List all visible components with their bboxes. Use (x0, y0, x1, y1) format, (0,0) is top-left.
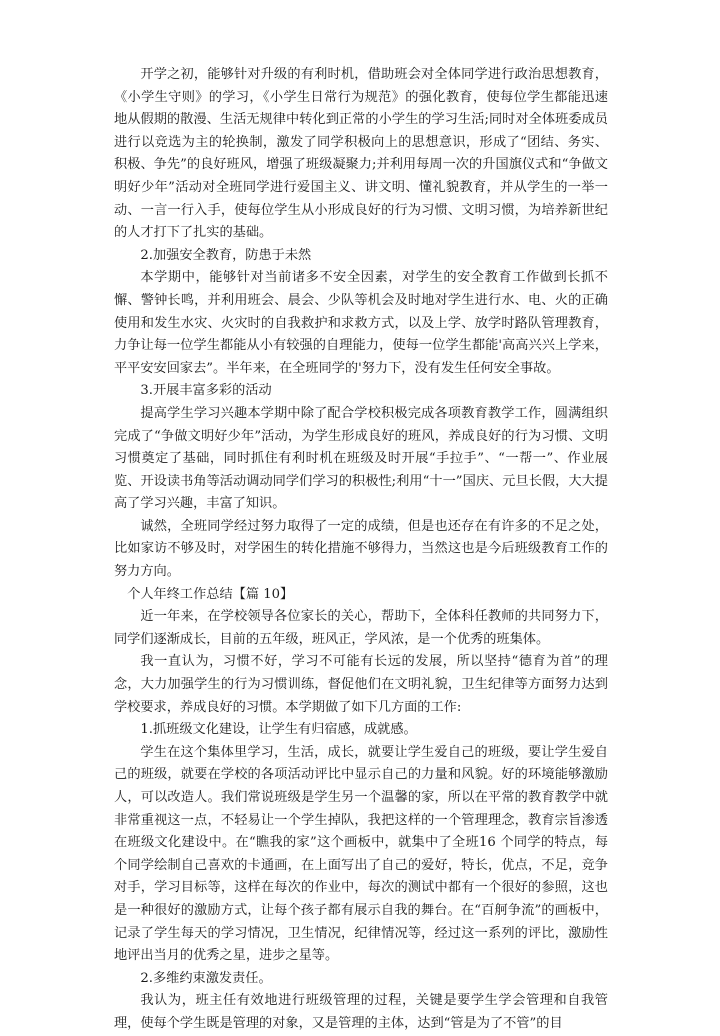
section-heading: 2.多维约束激发责任。 (140, 970, 272, 986)
article-title: 个人年终工作总结【篇 10】 (127, 586, 294, 602)
paragraph: 诚然，全班同学经过努力取得了一定的成绩，但是也还存在有许多的不足之处，比如家访不够及时，对学困生的转化措施不够得力，当然这也是今后班级教育工作的努力方向。 (114, 518, 608, 580)
section-heading: 3.开展丰富多彩的活动 (140, 383, 272, 399)
paragraph: 学生在这个集体里学习，生活，成长，就要让学生爱自己的班级，要让学生爱自己的班级，就要在学校的各项活动评比中显示自己的力量和风貌。好的环境能够激励人，可以改造人。我们常说班级是学生另一个温馨的家，所以在平常的教育教学中就非常重视这一点，不轻易让一个学生掉队，我把这样的一个管理理念，教育宗旨渗透在班级文化建设中。在“瞧我的家”这个画板中，就集中了全班16 个同学的特点，每个同学绘制自己喜欢的卡通画，在上面写出了自己的爱好，特长，优点，不足，竞争对手，学习目标等，这样在每次的作业中，每次的测试中都有一个很好的参照，这也是一种很好的激励方式，让每个孩子都有展示自我的舞台。在“百舸争流”的画板中，记录了学生每天的学习情况，卫生情况，纪律情况等，经过这一系列的评比，激励性地评出当月的优秀之星，进步之星等。 (114, 744, 608, 964)
paragraph: 近一年来，在学校领导各位家长的关心，帮助下，全体科任教师的共同努力下，同学们逐渐成长，目前的五年级，班风正，学风浓，是一个优秀的班集体。 (114, 609, 608, 647)
paragraph: 我认为，班主任有效地进行班级管理的过程，关键是要学生学会管理和自我管理，使每个学生既是管理的对象，又是管理的主体，达到“管是为了不管”的目 (114, 993, 608, 1031)
paragraph: 提高学生学习兴趣本学期中除了配合学校积极完成各项教育教学工作，圆满组织完成了“争做文明好少年”活动，为学生形成良好的班风，养成良好的行为习惯、文明习惯奠定了基础，同时抓住有利时机在班级及时开展“手拉手”、“一帮一”、作业展览、开设读书角等活动调动同学们学习的积极性;利用“十一”国庆、元旦长假，大大提高了学习兴趣，丰富了知识。 (114, 405, 608, 512)
paragraph: 我一直认为，习惯不好，学习不可能有长远的发展，所以坚持“德育为首”的理念，大力加强学生的行为习惯训练，督促他们在文明礼貌，卫生纪律等方面努力达到学校要求，养成良好的习惯。本学期做了如下几方面的工作: (114, 654, 608, 715)
paragraph: 开学之初，能够针对升级的有利时机，借助班会对全体同学进行政治思想教育，《小学生守则》的学习，《小学生日常行为规范》的强化教育，使每位学生都能迅速地从假期的散漫、生活无规律中转化到正常的小学生的学习生活;同时对全体班委成员进行以竞选为主的轮换制，激发了同学积极向上的思想意识，形成了“团结、务实、积极、争先”的良好班风，增强了班级凝聚力;并利用每周一次的升国旗仪式和“争做文明好少年”活动对全班同学进行爱国主义、讲文明、懂礼貌教育，并从学生的一举一动、一言一行入手，使每位学生从小形成良好的行为习惯、文明习惯，为培养新世纪的人才打下了扎实的基础。 (114, 67, 608, 241)
section-heading: 2.加强安全教育，防患于未然 (140, 247, 312, 263)
section-heading: 1.抓班级文化建设，让学生有归宿感，成就感。 (140, 722, 417, 738)
paragraph: 本学期中，能够针对当前诸多不安全因素，对学生的安全教育工作做到长抓不懈、警钟长鸣，并利用班会、晨会、少队等机会及时地对学生进行水、电、火的正确使用和发生水灾、火灾时的自我救护和求救方式，以及上学、放学时路队管理教育，力争让每一位学生都能从小有较强的自理能力，使每一位学生都能'高高兴兴上学来，平平安安回家去”。半年来，在全班同学的'努力下，没有发生任何安全事故。 (114, 270, 608, 376)
document-page (114, 64, 608, 1036)
